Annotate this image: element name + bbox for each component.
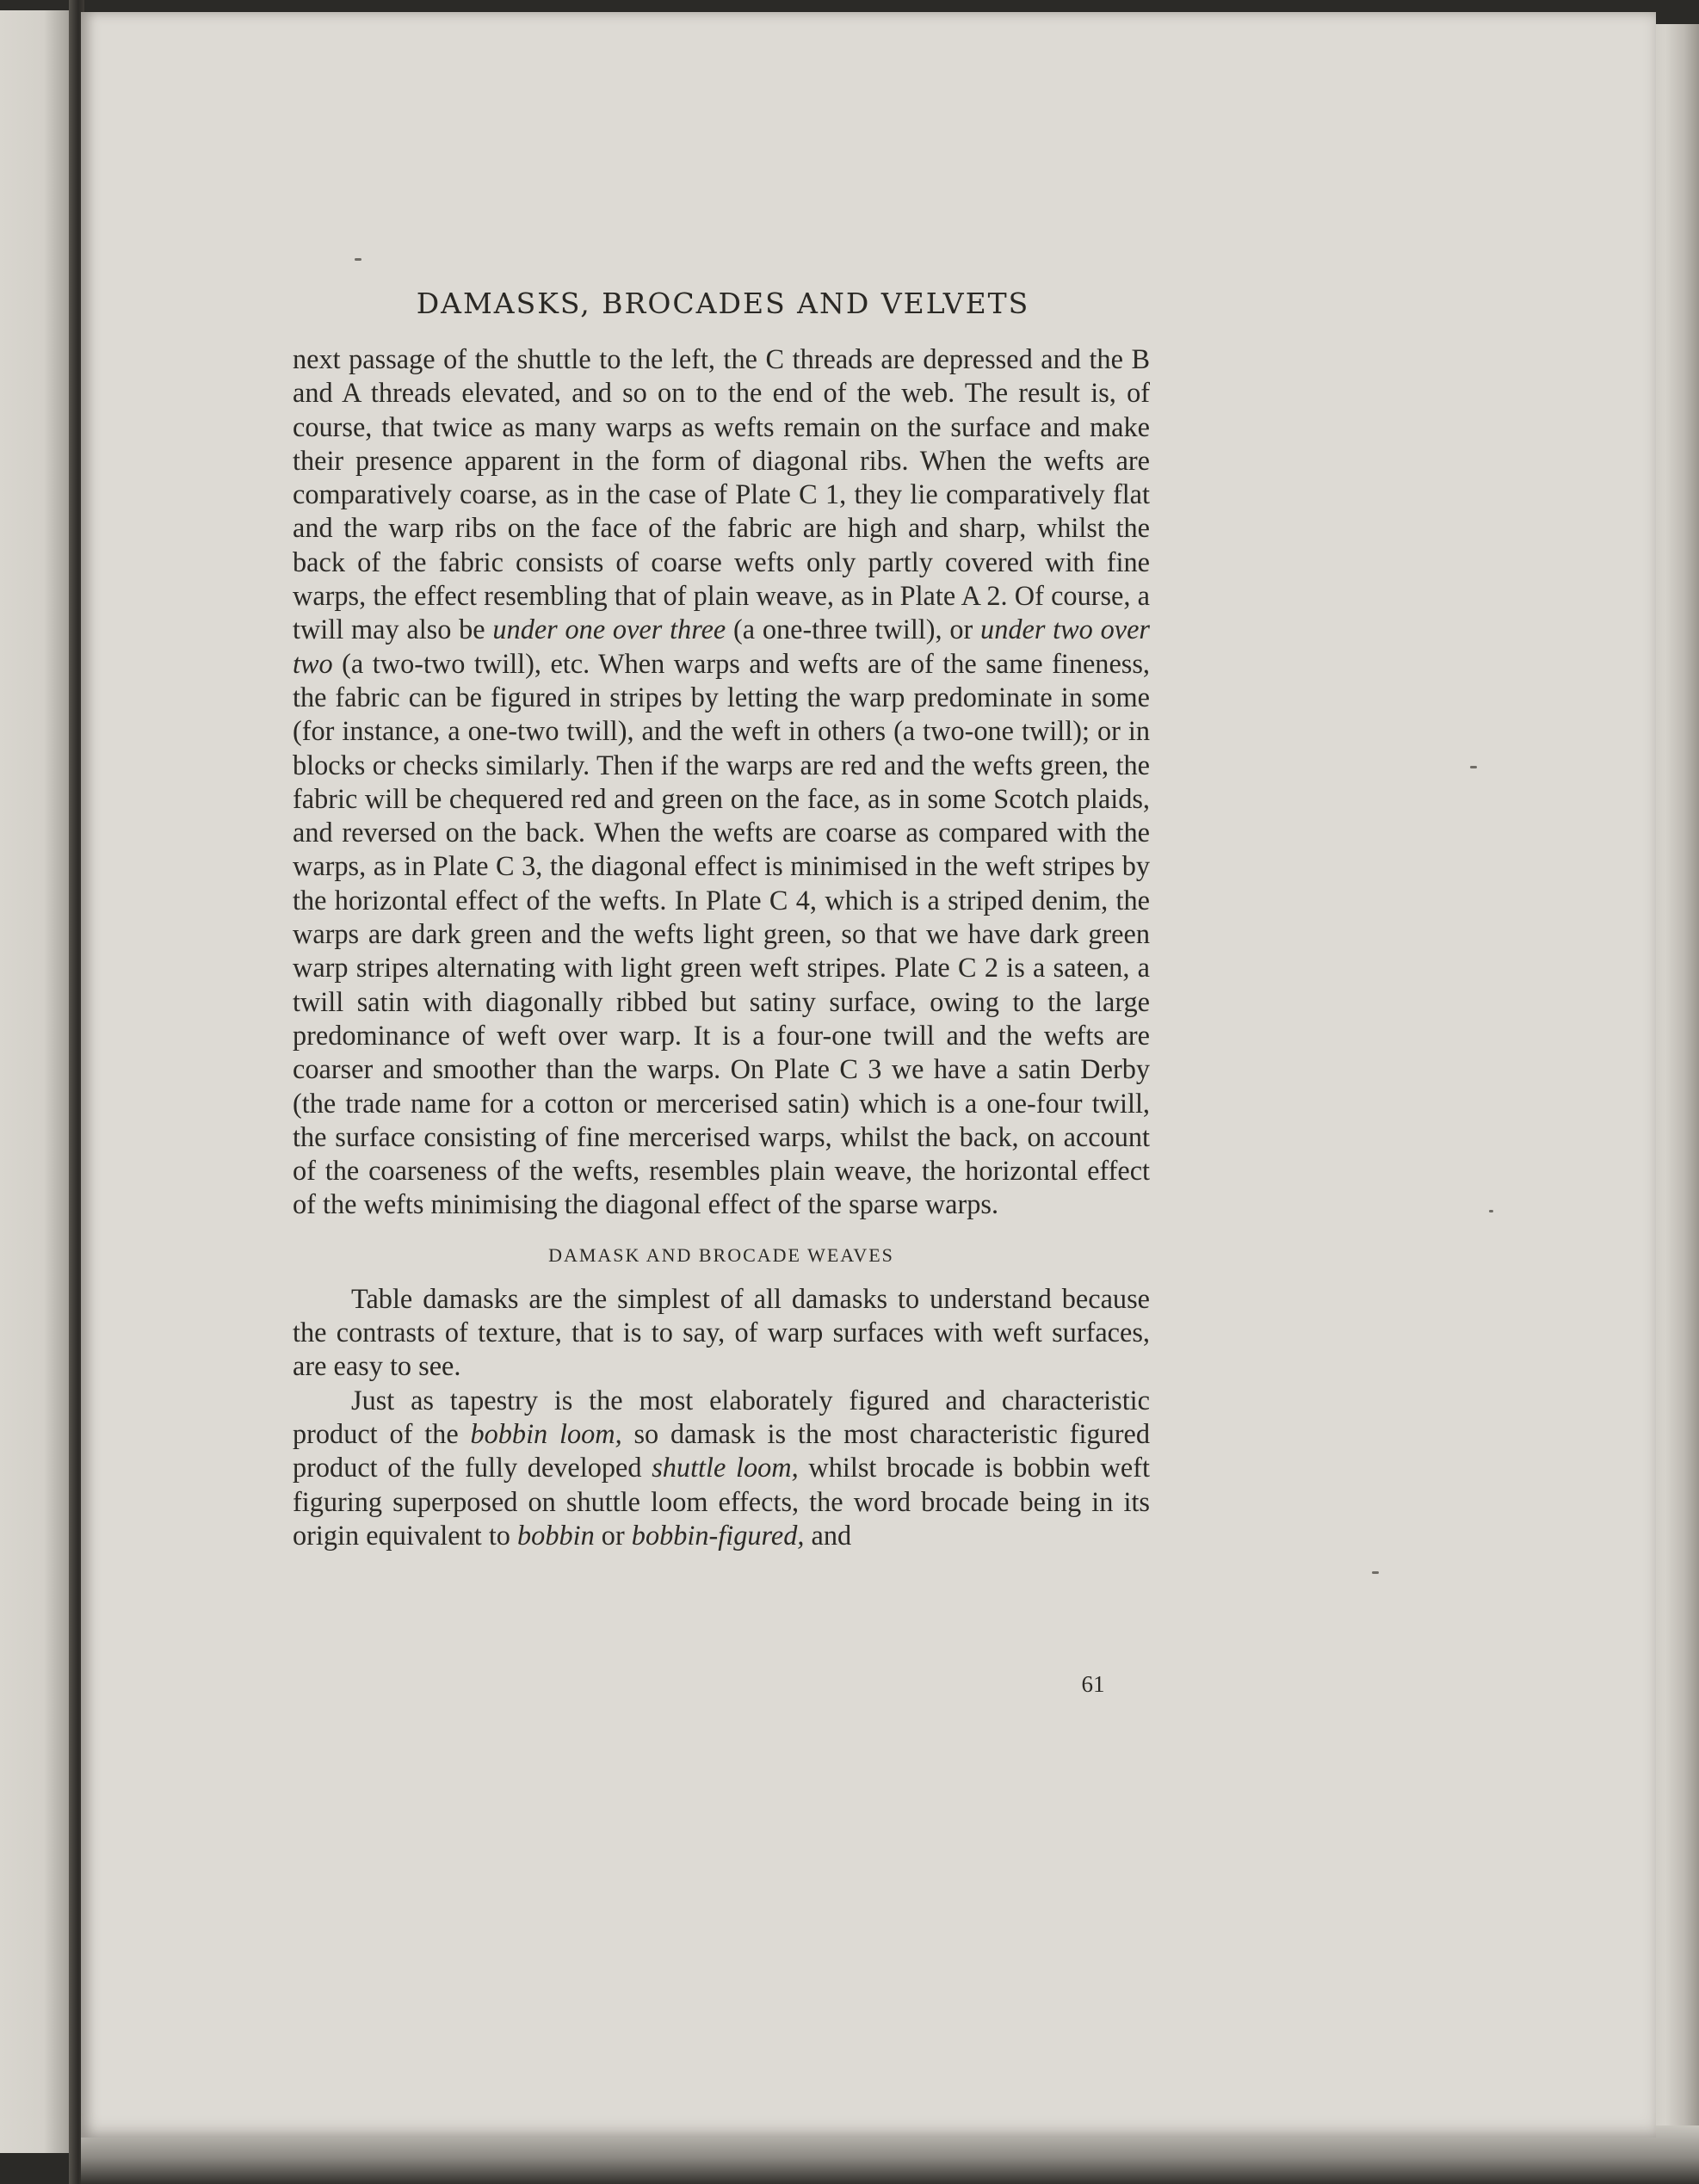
running-head: DAMASKS, BROCADES AND VELVETS: [416, 287, 1030, 320]
text-run: and: [804, 1519, 852, 1551]
paper-speck: [1372, 1571, 1379, 1574]
text-run: whilst brocade is bobbin weft figuring superposed on shuttle loom effects, the word brocade being in its origin equivalent to: [293, 1452, 1150, 1551]
paragraph: [293, 1384, 1150, 1552]
page-fore-edge: [1651, 24, 1699, 2150]
paper-speck: [1489, 1210, 1493, 1212]
italic-phrase: bobbin: [517, 1519, 595, 1551]
body-text: [293, 342, 1150, 1552]
facing-page-edge: [0, 10, 79, 2153]
paragraph: [293, 342, 1150, 1222]
text-run: Just as tapestry is the most elaborately figured and characteristic product of the: [293, 1384, 1150, 1449]
paper-speck: [1470, 766, 1477, 768]
italic-phrase: under two over two: [293, 614, 1150, 679]
page-number: 61: [1081, 1671, 1105, 1697]
italic-phrase: under one over three: [492, 614, 726, 645]
text-run: (a two-two twill), etc. When warps and wefts are of the same fineness, the fabric can be figured in stripes by letting the warp predominate in some (for instance, a one-two twill), and the weft in others (a two-one twill); or in blocks or checks similarly. Then if the warps are red and the wefts green, the fabric will be chequered red and green on the face, as in some Scotch plaids, and reversed on the back. When the wefts are coarse as compared with the warps, as in Plate C 3, the diagonal effect is minimised in the weft stripes by the horizontal effect of the wefts. In Plate C 4, which is a striped denim, the warps are dark green and the wefts light green, so that we have dark green warp stripes alternating with light green weft stripes. Plate C 2 is a sateen, a twill satin with diagonally ribbed but satiny surface, owing to the large predominance of weft over warp. It is a four-one twill and the wefts are coarser and smoother than the warps. On Plate C 3 we have a satin Derby (the trade name for a cotton or mercerised satin) which is a one-four twill, the surface consisting of fine mercerised warps, whilst the back, on account of the coarseness of the wefts, resembles plain weave, the horizontal effect of the wefts minimising the diagonal effect of the sparse warps.: [293, 647, 1150, 1220]
paper-speck: [355, 258, 361, 261]
text-run: (a one-three twill), or: [726, 614, 981, 645]
section-heading: DAMASK AND BROCADE WEAVES: [548, 1243, 894, 1266]
italic-phrase: bobbin-figured,: [631, 1519, 805, 1551]
paragraph: Table damasks are the simplest of all damasks to understand because the contrasts of texture, that is to say, of warp surfaces with weft surfaces, are easy to see.: [293, 1282, 1150, 1382]
text-run: so damask is the most characteristic figured product of the fully developed: [293, 1417, 1150, 1484]
text-run: or: [594, 1519, 632, 1551]
text-run: next passage of the shuttle to the left, the C threads are depressed and the B and A threads elevated, and so on to the end of the web. The result is, of course, that twice as many warps as wefts remain on the surface and make their presence apparent in the form of diagonal ribs. When the wefts are comparatively coarse, as in the case of Plate C 1, they lie comparatively flat and the warp ribs on the face of the fabric are high and sharp, whilst the back of the fabric consists of coarse wefts only partly covered with fine warps, the effect resembling that of plain weave, as in Plate A 2. Of course, a twill may also be: [293, 343, 1150, 645]
italic-phrase: bobbin loom,: [470, 1417, 622, 1449]
italic-phrase: shuttle loom,: [652, 1452, 799, 1484]
